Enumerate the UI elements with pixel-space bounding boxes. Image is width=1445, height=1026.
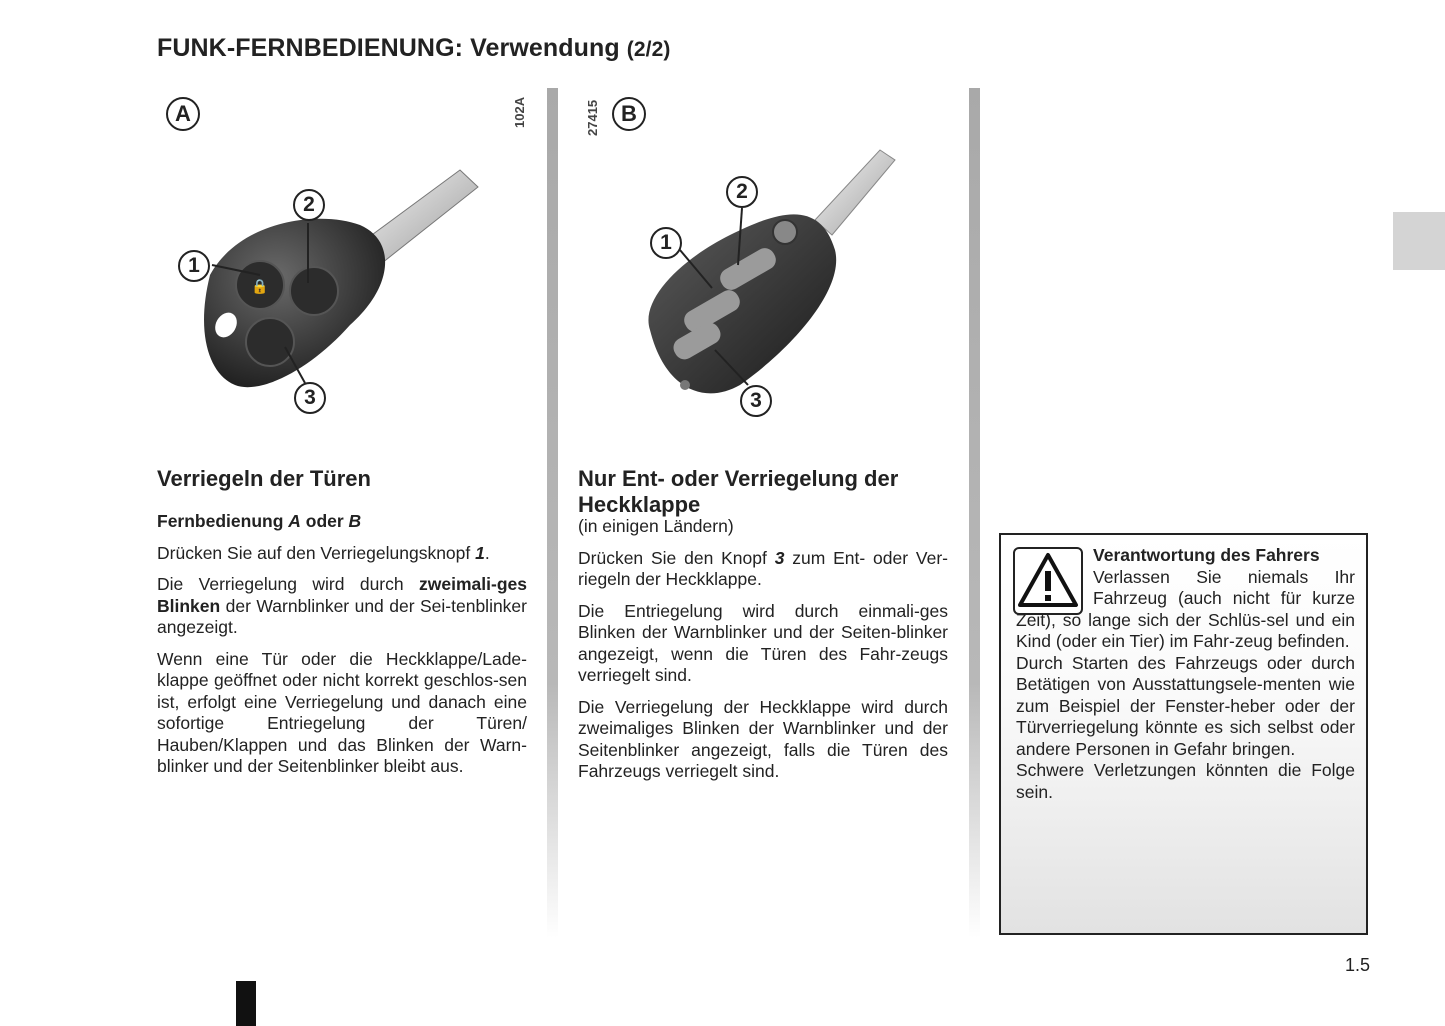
note-some-countries: (in einigen Ländern) xyxy=(578,516,734,536)
column-divider-1 xyxy=(547,88,558,938)
page-title xyxy=(157,34,670,63)
callout-b-3: 3 xyxy=(740,385,772,417)
paragraph-unlock-indicator: Die Entriegelung wird durch einmali-ges Blinken der Warnblinker und der Seiten-blinker angezeigt, wenn die Türen des Fahr-zeugs verriegelt sind. xyxy=(578,600,948,685)
callout-b-2: 2 xyxy=(726,176,758,208)
paragraph-tailgate-lock-indicator: Die Verriegelung der Heckklappe wird durch zweimaliges Blinken der Warnblinker und der Seitenblinker angezeigt, falls die Türen des Fahrzeugs verriegelt sind. xyxy=(578,696,948,781)
figure-b-label: B xyxy=(612,97,646,131)
chapter-tab xyxy=(1393,212,1445,270)
callout-a-3: 3 xyxy=(294,382,326,414)
callout-a-1: 1 xyxy=(178,250,210,282)
section-body-tailgate xyxy=(578,516,948,793)
warning-paragraph-3: Schwere Verletzungen könnten die Folge sein. xyxy=(1016,760,1355,802)
page-number: 1.5 xyxy=(1345,955,1371,975)
warning-title: Verantwortung des Fahrers xyxy=(1093,545,1320,565)
callout-a-2: 2 xyxy=(293,189,325,221)
paragraph-lock-button: Drücken Sie auf den Verriegelungsknopf 1. xyxy=(157,542,490,563)
paragraph-button-3: Drücken Sie den Knopf 3 zum Ent- oder Ver-riegeln der Heckklappe. xyxy=(578,547,948,589)
paragraph-lock-indicator: Die Verriegelung wird durch zweimali-ges Blinken der Warnblinker und der Sei-tenblinker angezeigt. xyxy=(157,574,527,637)
figure-b-code: 27415 xyxy=(585,99,600,136)
warning-text xyxy=(1016,545,1355,803)
section-heading-lock-doors: Verriegeln der Türen xyxy=(157,466,371,491)
figure-a-code: 102A xyxy=(512,96,527,128)
figure-a-label: A xyxy=(166,97,200,131)
section-heading-tailgate: Nur Ent- oder Verriegelung der Heckklappe xyxy=(578,466,899,517)
paragraph-door-open: Wenn eine Tür oder die Heckklappe/Lade-klappe geöffnet oder nicht korrekt geschlos-sen ist, erfolgt eine Verriegelung und danach eine sofortige Entriegelung der Türen/ Hauben/Klappen und das Blinken der Warn-blinker und der Seitenblinker bleibt aus. xyxy=(157,648,527,776)
warning-paragraph-2: Durch Starten des Fahrzeugs oder durch Betätigen von Ausstattungsele-menten wie zum Beispiel der Fenster-heber oder der Türverriegelung könnte es sich selbst oder andere Personen in Gefahr bringen. xyxy=(1016,652,1355,759)
section-body-lock-doors xyxy=(157,511,527,788)
warning-p1: Verlassen Sie niemals Ihr Fahrzeug (auch nicht für kurze Zeit), so lange sich der Schlüs-sel und ein Kind (oder ein Tier) im Fahr-zeug befinden. xyxy=(1016,566,1355,651)
callout-b-1: 1 xyxy=(650,227,682,259)
remote-subheading: Fernbedienung A oder B xyxy=(157,511,362,531)
key-fob-a-illustration xyxy=(170,135,500,435)
page-marker-bar xyxy=(236,981,256,1026)
title-sub: (2/2) xyxy=(626,38,671,61)
key-fob-b-illustration xyxy=(620,140,920,430)
column-divider-2 xyxy=(969,88,980,938)
warning-box xyxy=(999,533,1368,935)
svg-text:🔒: 🔒 xyxy=(251,278,269,294)
title-main: FUNK-FERNBEDIENUNG: Verwendung xyxy=(157,34,620,62)
